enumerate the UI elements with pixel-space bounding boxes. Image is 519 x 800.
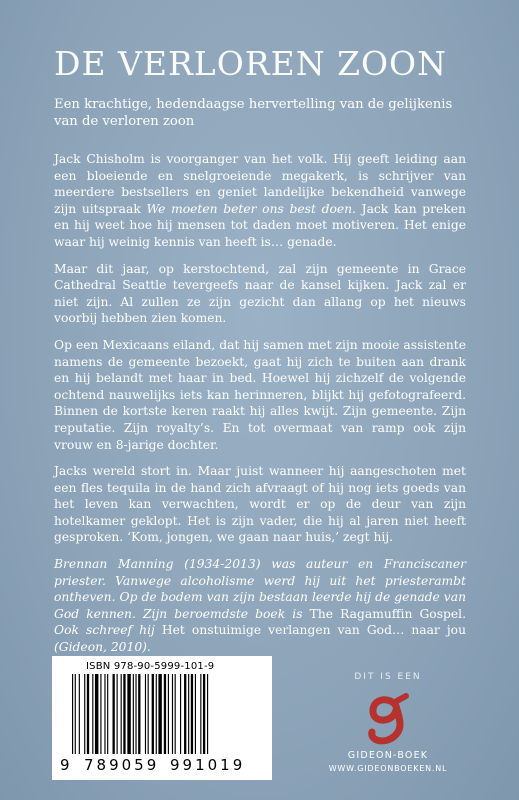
barcode-digits-right: 991019 bbox=[170, 756, 246, 774]
publisher-prefix: DIT IS EEN bbox=[354, 672, 422, 682]
barcode-digits-left: 789059 bbox=[84, 756, 160, 774]
author-bio bbox=[54, 556, 466, 656]
publisher-url: WWW.GIDEONBOEKEN.NL bbox=[328, 764, 448, 773]
barcode-digit-lead: 9 bbox=[60, 756, 70, 774]
paragraph-1-part-a: Jack Chisholm is voorganger van het volk. Hij geeft leiding aan een bloeiende en snelgroeiende megakerk, is schrijver van meerdere bestsellers en geniet landelijke bekendheid vanwege zijn uitspraak bbox=[54, 152, 466, 216]
publisher-brand: GIDEON-BOEK bbox=[347, 750, 429, 761]
paragraph-1 bbox=[54, 151, 466, 251]
bio-part-c: (Gideon, 2010). bbox=[54, 640, 151, 655]
paragraph-4: Jacks wereld stort in. Maar juist wanneer hij aangeschoten met een fles tequila in de hand zich afvraagt of hij nog iets goeds van het leven kan verwachten, wordt er op de deur van zijn hotelkamer geklopt. Het is zijn vader, die hij al jaren niet heeft gesproken. ‘Kom, jongen, we gaan naar huis,’ zegt hij. bbox=[54, 464, 466, 545]
paragraph-1-part-b: Jack kan preken en hij weet hoe hij mensen tot daden moet motiveren. Het enige waar hij weinig kennis van heeft is… genade. bbox=[54, 201, 466, 249]
quote-emphasis: We moeten beter ons best doen. bbox=[146, 201, 356, 216]
barcode-panel bbox=[52, 656, 272, 780]
bio-part-a: Brennan Manning (1934-2013) was auteur en Franciscaner priester. Vanwege alcoholisme werd hij uit het priesterambt ontheven. Op de bodem van zijn bestaan leerde hij de genade van God kennen. Zijn beroemdste boek is bbox=[54, 557, 466, 621]
publisher-logo bbox=[318, 672, 458, 782]
book-title: DE VERLOREN ZOON bbox=[54, 44, 447, 83]
back-cover-text bbox=[54, 151, 466, 666]
bio-book-1: The Ragamuffin Gospel. bbox=[309, 606, 467, 621]
tagline: Een krachtige, hedendaagse hervertelling van de gelijkenis van de verloren zoon bbox=[54, 97, 453, 129]
paragraph-3: Op een Mexicaans eiland, dat hij samen met zijn mooie assistente namens de gemeente bezoekt, gaat hij zich te buiten aan drank en hij belandt met haar in bed. Hoewel hij zichzelf de volgende ochtend nauwelijks iets kan herinneren, blijkt hij gefotografeerd. Binnen de kortste keren raakt hij alles kwijt. Zijn gemeente. Zijn reputatie. Zijn royalty’s. En tot overmaat van ramp ook zijn vrouw en 8-jarige dochter. bbox=[54, 337, 466, 452]
barcode-bars bbox=[66, 674, 258, 760]
isbn-label: ISBN 978-90-5999-101-9 bbox=[86, 661, 215, 672]
gideon-g-logo-icon bbox=[360, 690, 416, 748]
bio-book-2: Het onstuimige verlangen van God… naar jou bbox=[161, 623, 466, 638]
bio-part-b: Ook schreef hij bbox=[54, 623, 162, 638]
paragraph-2: Maar dit jaar, op kerstochtend, zal zijn gemeente in Grace Cathedral Seattle tevergeefs naar de kansel kijken. Jack zal er niet zijn. Al zullen ze zijn gezicht dan allang op het nieuws voorbij hebben zien komen. bbox=[54, 261, 466, 326]
